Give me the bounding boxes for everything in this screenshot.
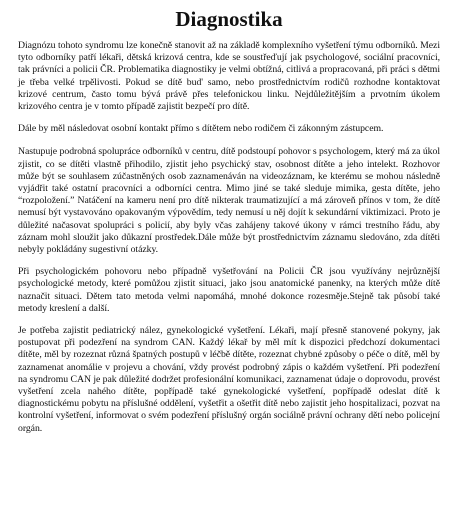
page-title: Diagnostika xyxy=(175,7,283,31)
paragraph-personal-contact: Dále by měl následovat osobní kontakt přímo s dítětem nebo rodičem či zákonným zástupcem. xyxy=(18,123,384,135)
paragraph-psychological-methods: Při psychologickém pohovoru nebo případně vyšetřování na Policii ČR jsou využívány nejrůznější psychologické metody, které pomůžou zjistit situaci, jako jsou anatomické panenky, na kterých může dítě naznačit situaci. Dětem tato metoda velmi napomáhá, mnohé dokonce rozesměje.Stejně tak působí také metody kreslení a další. xyxy=(18,266,440,314)
paragraph-diagnosis-intro: Diagnózu tohoto syndromu lze konečně stanovit až na základě komplexního vyšetření týmu odborníků. Mezi tyto odborníky patří lékaři, dětská krizová centra, kde se soustřeďují jak psychologové, sociální pracovníci, tak právníci a policii ČR. Problematika diagnostiky je velmi obtížná, citlivá a propracovaná, při práci s dětmi je třeba velké trpělivosti. Pokud se dítě bud' samo, nebo prostřednictvím rodičů rozhodne kontaktovat krizové centrum, často tomu bývá právě přes telefonickou linku. Nejdůležitějším a prvotním úkolem krizového centra je v tomto případě zajistit bezpečí pro dítě. xyxy=(18,40,440,113)
paragraph-psychologist-interview: Nastupuje podrobná spolupráce odborníků v centru, dítě podstoupí pohovor s psychologem, který má za úkol zjistit, co se dítěti vlastně přihodilo, zjistit jeho psychický stav, osobnost dítěte a jeho intelekt. Rozhovor může být se souhlasem zúčastněných osob zaznamenáván na videozáznam, ke kterému se mohou následně vyjádřit také ostatní pracovníci a odborníci centra. Mimo jiné se také sleduje mimika, gesta dítěte, jeho “rozpoložení.” Natáčení na kameru není pro dítě nikterak traumatizující a má zároveň přínos v tom, že dítě nemusí být vystavováno opakovaným výpovědím, tedy nemusí u něj dojít k sekundární viktimizaci. Proto je důležité načasovat spolupráci s policií, aby byly včas zahájeny takové úkony v rámci trestního řádu, aby záznam mohl sloužit jako důkazní prostředek.Dále může být prostřednictvím záznamu sledováno, zda dítěti nebyly pokládány sugestivní otázky. xyxy=(18,146,440,256)
paragraph-medical-examination: Je potřeba zajistit pediatrický nález, gynekologické vyšetření. Lékaři, mají přesně stanovené pokyny, jak postupovat při podezření na syndrom CAN. Každý lékař by měl mít k dispozici předchozí dokumentaci dítěte, měl by rozeznat různá špatných postupů v léčbě dítěte, rozeznat chybné způsoby o péče o dítě, měl by zaznamenat anomálie v projevu a chování, vždy provést podrobný zápis o každém vyšetření. Při podezření na syndromu CAN je pak důležité dodržet profesionální komunikaci, zaznamenat údaje o doprovodu, provést vyšetření zcela nahého dítěte, popřípadě také gynekologické vyšetření, popřípadě odeslat dítě k diagnostickému pobytu na příslušné oddělení, vyšetřit a ošetřit dítě nebo zajistit jeho hospitalizaci, pozvat na kontrolní vyšetření, informovat o svém podezření příslušný orgán sociálně právní ochrany dětí nebo policejní orgán. xyxy=(18,325,440,434)
